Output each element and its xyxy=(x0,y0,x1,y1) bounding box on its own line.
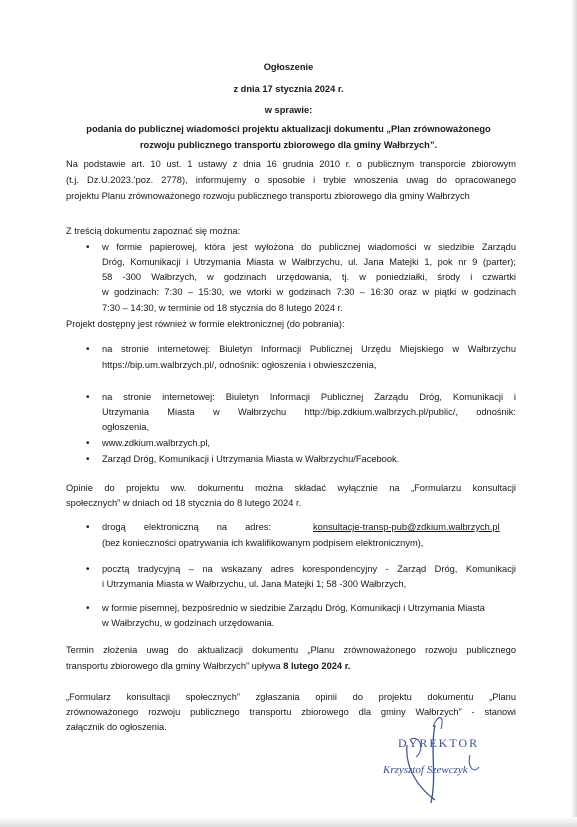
bullet-icon: • xyxy=(86,454,90,465)
attachment-line1: „Formularz konsultacji społecznych” zgłaszania opinii do projektu dokumentu „Planu xyxy=(66,692,516,702)
deadline-text: transportu zbiorowego dla gminy Wałbrzych” upływa xyxy=(66,661,284,671)
electronic-item1-line1: na stronie internetowej: Biuletyn Informacji Publicznej Urzędu Miejskiego w Wałbrzychu xyxy=(102,344,516,354)
bullet-icon: • xyxy=(86,438,90,449)
bullet-icon: • xyxy=(86,603,90,614)
signature-name: Krzysztof Szewczyk xyxy=(383,764,468,776)
intro-line1: Na podstawie art. 10 ust. 1 ustawy z dnia 16 grudnia 2010 r. o publicznym transporcie zbiorowym xyxy=(66,159,516,169)
deadline-date: 8 lutego 2024 r. xyxy=(283,661,351,671)
electronic-item2-line2: Utrzymania Miasta w Wałbrzychu http://bip.zdkium.walbrzych.pl/public/, odnośnik: xyxy=(102,407,516,417)
paper-item-line4: w godzinach: 7:30 – 15:30, we wtorki w godzinach 7:30 – 16:30 oraz w piątki w godzinach xyxy=(102,287,516,297)
deadline-line1: Termin złożenia uwag do aktualizacji dokumentu „Planu zrównoważonego rozwoju publicznego xyxy=(66,645,516,655)
announcement-topic-line2: rozwoju publicznego transportu zbiorowego dla gminy Wałbrzych”. xyxy=(139,140,438,150)
electronic-heading: Projekt dostępny jest również w formie elektronicznej (do pobrania): xyxy=(66,319,345,329)
deadline-line2 xyxy=(66,659,350,674)
announcement-title: Ogłoszenie xyxy=(263,62,314,72)
announcement-topic-line1: podania do publicznej wiadomości projektu aktualizacji dokumentu „Plan zrównoważonego xyxy=(86,124,491,134)
electronic-item3: www.zdkium.walbrzych.pl, xyxy=(102,438,210,448)
attachment-line2: zrównoważonego rozwoju publicznego transportu zbiorowego dla gminy Wałbrzych” - stanowi xyxy=(66,707,516,717)
access-heading: Z treścią dokumentu zapoznać się można: xyxy=(66,226,241,236)
paper-item-line1: w formie papierowej, która jest wyłożona do publicznej wiadomości w siedzibie Zarządu xyxy=(102,242,516,252)
electronic-item1-line2: https://bip.um.walbrzych.pl/, odnośnik: ogłoszenia i obwieszczenia, xyxy=(102,360,377,370)
intro-line3: projektu Planu zrównoważonego rozwoju publicznego transportu zbiorowego dla gminy Wałbrzych xyxy=(66,191,470,201)
post-submission-line1: pocztą tradycyjną – na wskazany adres korespondencyjny - Zarząd Dróg, Komunikacji xyxy=(102,564,516,574)
electronic-item2-line1: na stronie internetowej: Biuletyn Informacji Publicznej Zarządu Dróg, Komunikacji i xyxy=(102,392,516,402)
intro-line2: (t.j. Dz.U.2023.’poz. 2778), informujemy o sposobie i trybie wnoszenia uwag do opracowanego xyxy=(66,175,516,185)
bullet-icon: • xyxy=(86,242,90,253)
announcement-date: z dnia 17 stycznia 2024 r. xyxy=(233,84,344,94)
opinions-line1: Opinie do projektu ww. dokumentu można składać wyłącznie na „Formularzu konsultacji xyxy=(66,483,516,493)
electronic-item2-line3: ogłoszenia, xyxy=(102,422,150,432)
bullet-icon: • xyxy=(86,564,90,575)
attachment-line3: załącznik do ogłoszenia. xyxy=(66,722,167,732)
handwritten-signature xyxy=(375,705,515,805)
paper-item-line5: 7:30 – 14:30, w terminie od 18 stycznia do 8 lutego 2024 r. xyxy=(102,303,343,313)
electronic-submission-label: drogą elektroniczną na adres: xyxy=(102,522,271,532)
bullet-icon: • xyxy=(86,344,90,355)
signature-title: DYREKTOR xyxy=(398,736,480,750)
announcement-subject-label: w sprawie: xyxy=(264,105,313,115)
bullet-icon: • xyxy=(86,392,90,403)
page-bottom-shadow xyxy=(0,817,577,827)
bullet-icon: • xyxy=(86,522,90,533)
electronic-submission-note: (bez konieczności opatrywania ich kwalifikowanym podpisem elektronicznym), xyxy=(102,538,424,548)
page-edge-shadow xyxy=(571,0,577,827)
opinions-line2: społecznych” w dniach od 18 stycznia do 8 lutego 2024 r. xyxy=(66,498,302,508)
written-submission-line2: w Wałbrzychu, w godzinach urzędowania. xyxy=(102,618,275,628)
paper-item-line2: Dróg, Komunikacji i Utrzymania Miasta w Wałbrzychu, ul. Jana Matejki 1, pok nr 9 (parter); xyxy=(102,257,516,267)
submission-email-link[interactable]: konsultacje-transp-pub@zdkium.walbrzych.pl xyxy=(313,522,500,532)
electronic-item4: Zarząd Dróg, Komunikacji i Utrzymania Miasta w Wałbrzychu/Facebook. xyxy=(102,454,400,464)
post-submission-line2: i Utrzymania Miasta w Wałbrzychu, ul. Jana Matejki 1; 58 -300 Wałbrzych, xyxy=(102,579,407,589)
paper-item-line3: 58 -300 Wałbrzych, w godzinach urzędowania, tj. w poniedziałki, środy i czwartki xyxy=(102,272,516,282)
written-submission-line1: w formie pisemnej, bezpośrednio w siedzibie Zarządu Dróg, Komunikacji i Utrzymania Miasta xyxy=(102,603,485,613)
